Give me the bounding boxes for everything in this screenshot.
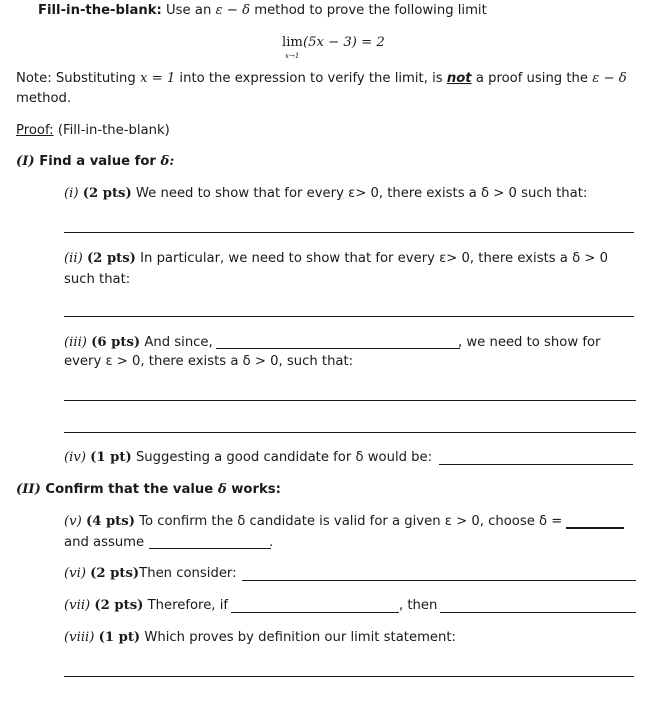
item-iii-pts: (6 pts) (91, 335, 141, 350)
part-ii-title: Confirm that the value (45, 482, 214, 497)
part-ii-heading (16, 482, 281, 497)
item-viii-pts: (1 pt) (98, 630, 141, 645)
blank-line-iii-a[interactable] (64, 400, 636, 401)
note-pre: Note: Substituting (16, 71, 136, 86)
item-ii-pts: (2 pts) (86, 251, 136, 266)
item-viii (64, 630, 456, 645)
blank-line-viii[interactable] (64, 676, 634, 677)
item-vi (64, 566, 237, 581)
item-vi-num: (vi) (64, 566, 86, 581)
item-v-text-2: and assume (64, 535, 145, 550)
limit-expr: (5x − 3) = 2 (302, 35, 385, 50)
item-v-period: . (269, 535, 274, 550)
item-v (64, 514, 562, 529)
blank-line-vi[interactable] (242, 580, 636, 581)
item-vi-text: Then consider: (139, 566, 237, 581)
header-line (38, 3, 487, 18)
item-ii-num: (ii) (64, 251, 83, 266)
item-ii (64, 251, 608, 266)
blank-line-iv[interactable] (439, 464, 633, 465)
part-i-num: (I) (16, 154, 35, 169)
item-i-pts: (2 pts) (82, 186, 132, 201)
part-i-heading (16, 154, 174, 169)
header-eps: ε (215, 3, 223, 18)
limit-expression (282, 35, 385, 50)
limit-lim: lim (282, 35, 303, 50)
item-iii (64, 335, 213, 350)
item-i (64, 186, 587, 201)
item-v-num: (v) (64, 514, 82, 529)
item-vii-num: (vii) (64, 598, 91, 613)
item-i-text: We need to show that for every ε> 0, there exists a δ > 0 such that: (135, 186, 588, 201)
item-vii (64, 598, 228, 613)
blank-line-ii[interactable] (64, 316, 634, 317)
note-line-1 (16, 71, 627, 86)
blank-line-i[interactable] (64, 232, 634, 233)
item-ii-text-2: such that: (64, 272, 131, 287)
header-bold: Fill-in-the-blank: (38, 3, 162, 18)
item-viii-text: Which proves by definition our limit statement: (144, 630, 457, 645)
note-not: not (446, 71, 472, 86)
part-i-delta: δ: (160, 154, 175, 169)
blank-line-iii-inline[interactable] (216, 348, 460, 349)
item-iii-text-2: every ε > 0, there exists a δ > 0, such that: (64, 354, 354, 369)
item-iv-pts: (1 pt) (90, 450, 132, 465)
part-ii-rest: works: (231, 482, 281, 497)
item-iv (64, 450, 432, 465)
item-v-pts: (4 pts) (85, 514, 135, 529)
note-math: x = 1 (139, 71, 176, 86)
part-ii-delta: δ (217, 482, 227, 497)
header-dash: − (226, 3, 238, 18)
item-vii-pts: (2 pts) (94, 598, 144, 613)
part-ii-num: (II) (16, 482, 41, 497)
part-i-title: Find a value for (39, 154, 156, 169)
note-method-symbols: ε − δ (592, 71, 627, 86)
blank-line-iii-b[interactable] (64, 432, 636, 433)
item-viii-num: (viii) (64, 630, 95, 645)
note-post: a proof using the (475, 71, 589, 86)
item-iii-num: (iii) (64, 335, 87, 350)
item-iv-num: (iv) (64, 450, 86, 465)
limit-subscript: x→1 (285, 52, 300, 60)
blank-line-v-assume[interactable] (149, 548, 271, 549)
proof-rest: (Fill-in-the-blank) (57, 123, 170, 138)
item-v-text-1: To confirm the δ candidate is valid for a given ε > 0, choose δ = (139, 514, 563, 529)
note-line-2: method. (16, 91, 72, 106)
proof-word: Proof: (16, 123, 54, 138)
item-vii-text-1: Therefore, if (147, 598, 228, 613)
item-vii-text-2: , then (399, 598, 438, 613)
header-delta: δ (242, 3, 251, 18)
header-pre: Use an (166, 3, 212, 18)
item-vi-pts: (2 pts) (90, 566, 140, 581)
item-i-num: (i) (64, 186, 79, 201)
header-post: method to prove the following limit (254, 3, 487, 18)
blank-line-vii-then[interactable] (440, 612, 636, 613)
proof-label (16, 123, 170, 138)
note-mid: into the expression to verify the limit, is (179, 71, 443, 86)
item-iv-text: Suggesting a good candidate for δ would be: (135, 450, 433, 465)
item-iii-text-1b: , we need to show for (458, 335, 601, 350)
blank-line-vii-if[interactable] (231, 612, 399, 613)
item-iii-text-1: And since, (144, 335, 213, 350)
item-ii-text-1: In particular, we need to show that for every ε> 0, there exists a δ > 0 (140, 251, 608, 266)
blank-line-v-delta[interactable] (566, 527, 624, 529)
